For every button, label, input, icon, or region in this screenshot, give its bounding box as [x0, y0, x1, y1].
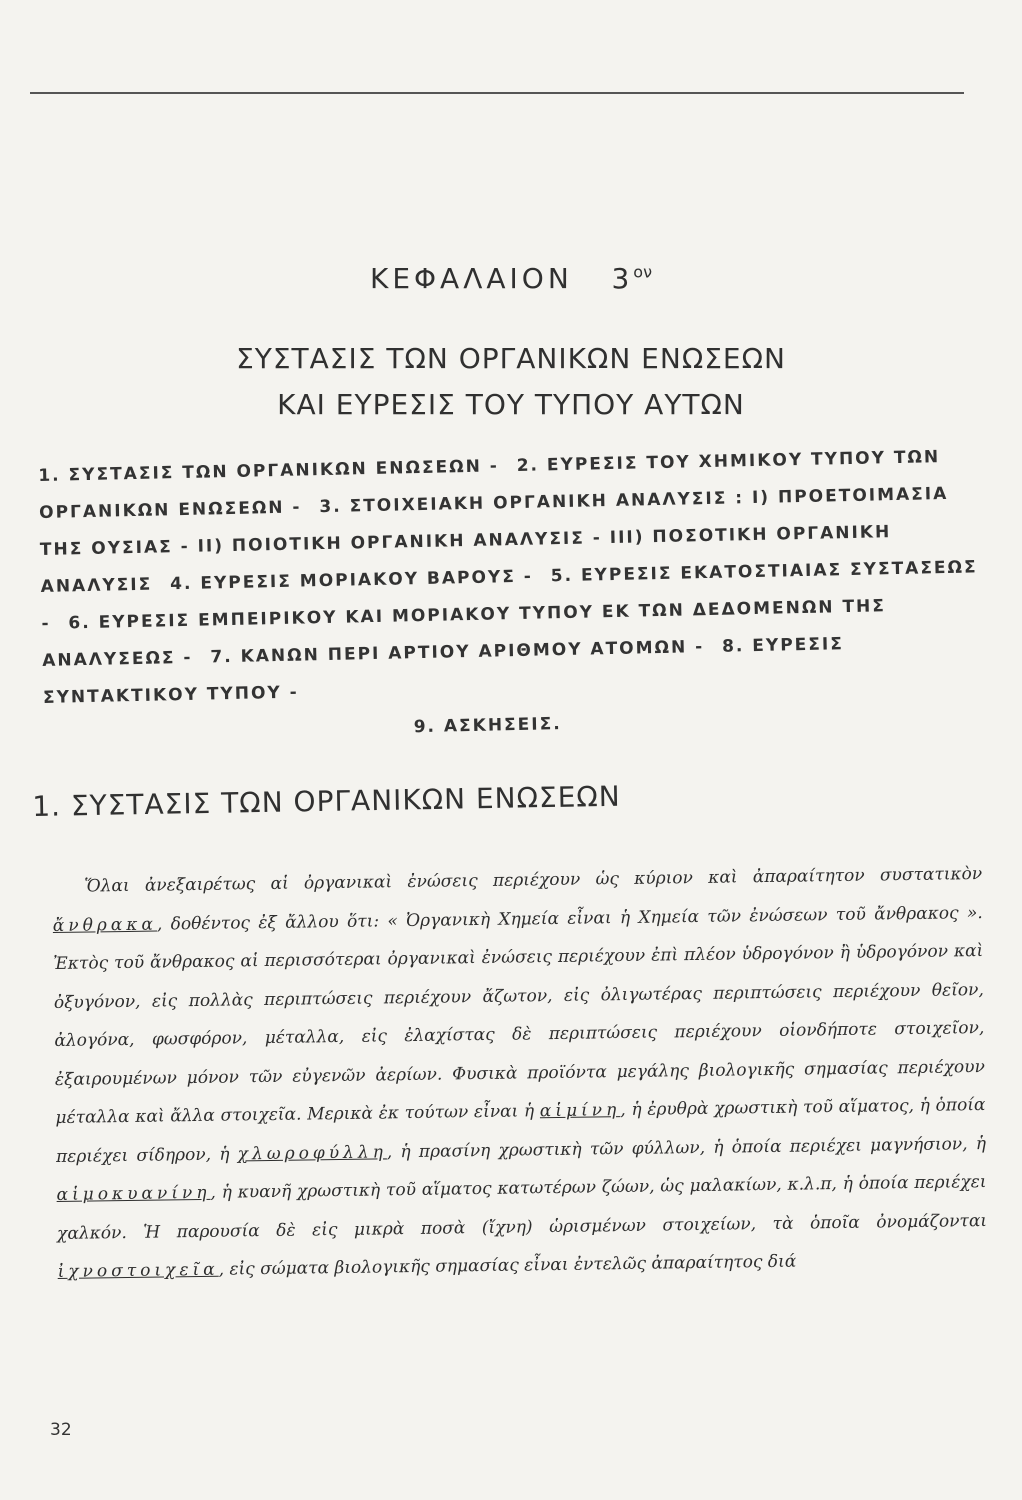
toc-item: 1. ΣΥΣΤΑΣΙΣ ΤΩΝ ΟΡΓΑΝΙΚΩΝ ΕΝΩΣΕΩΝ -	[38, 456, 500, 486]
term-haemin: αἱμίνη	[539, 1100, 621, 1122]
term-chlorophyll: χλωροφύλλη	[237, 1141, 387, 1164]
table-of-contents	[38, 438, 984, 754]
toc-item: 4. ΕΥΡΕΣΙΣ ΜΟΡΙΑΚΟΥ ΒΑΡΟΥΣ -	[169, 566, 534, 595]
section-heading: 1. ΣΥΣΤΑΣΙΣ ΤΩΝ ΟΡΓΑΝΙΚΩΝ ΕΝΩΣΕΩΝ	[32, 779, 621, 823]
chapter-title	[0, 336, 1022, 428]
body-text-run: Ὅλαι ἀνεξαιρέτως αἱ ὀργανικαὶ ἐνώσεις περιέχουν ὡς κύριον καὶ ἀπαραίτητον συστατικὸν	[84, 864, 983, 897]
term-trace-elements: ἰχνοστοιχεῖα	[57, 1259, 219, 1282]
title-line-1: ΣΥΣΤΑΣΙΣ ΤΩΝ ΟΡΓΑΝΙΚΩΝ ΕΝΩΣΕΩΝ	[236, 342, 786, 375]
toc-item: 8. ΕΥΡΕΣΙΣ ΣΥΝΤΑΚΤΙΚΟΥ ΤΥΠΟΥ -	[42, 634, 845, 708]
title-line-2: ΚΑΙ ΕΥΡΕΣΙΣ ΤΟΥ ΤΥΠΟΥ ΑΥΤΩΝ	[277, 388, 745, 421]
chapter-number: 3	[611, 262, 634, 295]
toc-item: 3. ΣΤΟΙΧΕΙΑΚΗ ΟΡΓΑΝΙΚΗ ΑΝΑΛΥΣΙΣ : I) ΠΡΟΕΤΟΙΜΑΣΙΑ ΤΗΣ ΟΥΣΙΑΣ - II) ΠΟΙΟΤΙΚΗ ΟΡΓΑΝΙΚΗ ΑΝΑΛΥΣΙΣ - III) ΠΟΣΟΤΙΚΗ ΟΡΓΑΝΙΚΗ ΑΝΑΛΥΣΙΣ	[39, 483, 949, 597]
toc-item-last: 9. ΑΣΚΗΣΕΙΣ.	[413, 714, 562, 738]
toc-item: 7. ΚΑΝΩΝ ΠΕΡΙ ΑΡΤΙΟΥ ΑΡΙΘΜΟΥ ΑΤΟΜΩΝ -	[210, 637, 705, 668]
term-carbon: ἄνθρακα	[52, 914, 158, 936]
body-text-run: , ἡ πρασίνη χρωστικὴ τῶν φύλλων, ἡ ὁποία περιέχει μαγνήσιον, ἡ	[386, 1133, 987, 1162]
body-text-run: , ἡ κυανῆ χρωστικὴ τοῦ αἵματος κατωτέρων ζώων, ὡς μαλακίων, κ.λ.π, ἡ ὁποία περιέχει χαλκόν. Ἡ παρουσία δὲ εἰς μικρὰ ποσὰ (ἴχνη) ὡρισμένων στοιχείων, τὰ ὁποῖα ὀνομάζονται	[56, 1171, 988, 1244]
body-text-run: , δοθέντος ἐξ ἄλλου ὅτι: « Ὀργανικὴ Χημεία εἶναι ἡ Χημεία τῶν ἐνώσεων τοῦ ἄνθρακος ». Ἐκτὸς τοῦ ἄνθρακος αἱ περισσότεραι ὀργανικαὶ ἐνώσεις περιέχουν ἐπὶ πλέον ὑδρογόνον ἢ ὑδρογόνον καὶ ὀξυγόνον, εἰς πολλὰς περιπτώσεις περιέχουν ἄζωτον, εἰς ὀλιγωτέρας περιπτώσεις περιέχουν θεῖον, ἀλογόνα, φωσφόρον, μέταλλα, εἰς ἐλαχίστας δὲ περιπτώσεις περιέχουν οἱονδήποτε στοιχεῖον, ἐξαιρουμένων μόνον τῶν εὐγενῶν ἀερίων. Φυσικὰ προϊόντα μεγάλης βιολογικῆς σημασίας περιέχουν μέταλλα καὶ ἄλλα στοιχεῖα. Μερικὰ ἐκ τούτων εἶναι ἡ	[53, 902, 986, 1128]
chapter-label: ΚΕΦΑΛΑΙΟΝ	[369, 262, 573, 295]
chapter-ordinal: ον	[633, 262, 653, 282]
chapter-heading	[0, 262, 1022, 295]
header-rule	[30, 92, 964, 94]
term-haemocyanin: αἱμοκυανίνη	[56, 1182, 211, 1205]
page-number: 32	[50, 1420, 72, 1440]
body-paragraph	[52, 855, 988, 1291]
toc-item: 2. ΕΥΡΕΣΙΣ ΤΟΥ ΧΗΜΙΚΟΥ ΤΥΠΟΥ ΤΩΝ ΟΡΓΑΝΙΚΩΝ ΕΝΩΣΕΩΝ -	[38, 447, 941, 523]
toc-item: 5. ΕΥΡΕΣΙΣ ΕΚΑΤΟΣΤΙΑΙΑΣ ΣΥΣΤΑΣΕΩΣ -	[41, 557, 978, 634]
toc-item: 6. ΕΥΡΕΣΙΣ ΕΜΠΕΙΡΙΚΟΥ ΚΑΙ ΜΟΡΙΑΚΟΥ ΤΥΠΟΥ ΕΚ ΤΩΝ ΔΕΔΟΜΕΝΩΝ ΤΗΣ ΑΝΑΛΥΣΕΩΣ -	[42, 596, 887, 671]
body-text-run: , εἰς σώματα βιολογικῆς σημασίας εἶναι ἐντελῶς ἀπαραίτητος διά	[218, 1251, 797, 1280]
body-text-run: , ἡ ἐρυθρὰ χρωστικὴ τοῦ αἵματος, ἡ ὁποία περιέχει σίδηρον, ἡ	[55, 1094, 986, 1167]
